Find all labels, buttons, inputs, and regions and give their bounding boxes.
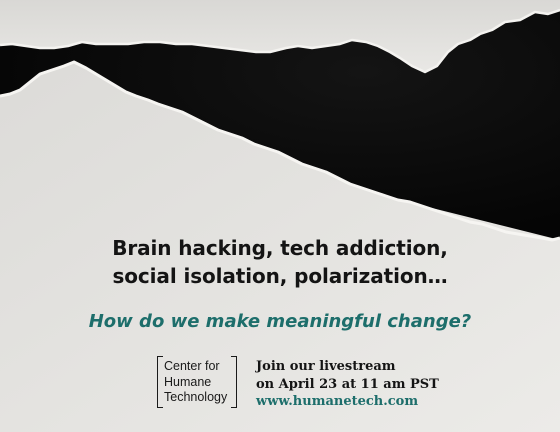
website-link[interactable]: www.humanetech.com <box>256 394 419 409</box>
logo-line-3: Technology <box>164 390 228 404</box>
center-for-humane-technology-logo <box>157 356 237 408</box>
logo-right-bracket <box>231 356 237 408</box>
headline-line-2: social isolation, polarization… <box>112 264 448 288</box>
logo-line-2: Humane <box>164 374 212 389</box>
event-line-2: on April 23 at 11 am PST <box>256 376 439 392</box>
question-tagline: How do we make meaningful change? <box>88 311 472 332</box>
logo-line-1: Center for <box>164 359 220 373</box>
logo-left-bracket <box>157 356 163 408</box>
headline <box>0 234 560 290</box>
headline-line-1: Brain hacking, tech addiction, <box>112 236 448 260</box>
event-line-1: Join our livestream <box>256 359 396 374</box>
event-info <box>256 358 439 411</box>
logo-text <box>164 359 227 406</box>
